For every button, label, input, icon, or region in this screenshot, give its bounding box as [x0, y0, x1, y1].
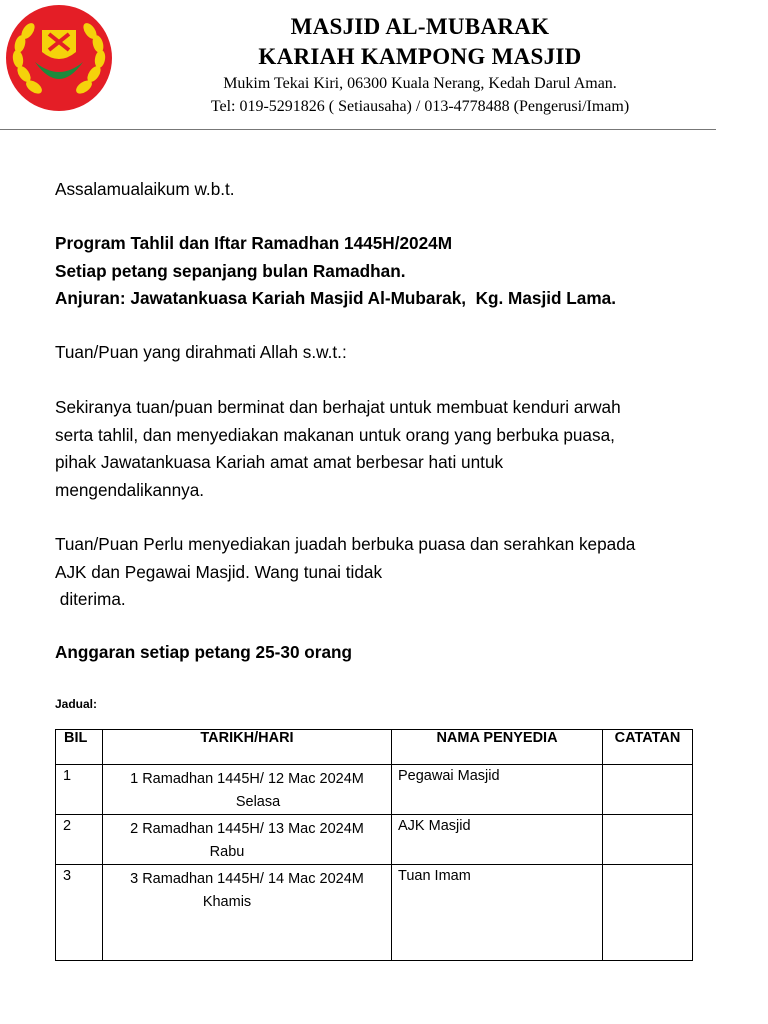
row-date: 1 Ramadhan 1445H/ 12 Mac 2024M — [130, 771, 364, 787]
row-date-cell — [103, 815, 392, 865]
program-organizer: Anjuran: Jawatankuasa Kariah Masjid Al-Mubarak, Kg. Masjid Lama. — [55, 288, 616, 308]
row-note — [603, 865, 693, 961]
program-title: Program Tahlil dan Iftar Ramadhan 1445H/2024M — [55, 233, 453, 253]
row-day: Rabu — [209, 844, 245, 860]
row-date: 3 Ramadhan 1445H/ 14 Mac 2024M — [130, 871, 364, 887]
kariah-name: KARIAH KAMPONG MASJID — [258, 44, 582, 69]
row-date: 2 Ramadhan 1445H/ 13 Mac 2024M — [130, 821, 364, 837]
paragraph-2-line-1: Tuan/Puan Perlu menyediakan juadah berbuka puasa dan serahkan kepada — [55, 534, 636, 554]
estimate-note: Anggaran setiap petang 25-30 orang — [55, 642, 353, 662]
table-row — [56, 865, 693, 961]
row-bil: 3 — [56, 865, 103, 961]
schedule-table — [55, 729, 693, 961]
kedah-emblem-icon — [2, 4, 116, 112]
greeting: Assalamualaikum w.b.t. — [55, 179, 235, 199]
paragraph-2-line-2: AJK dan Pegawai Masjid. Wang tunai tidak — [55, 561, 383, 582]
row-bil: 1 — [56, 765, 103, 815]
header-tarikh-hari: TARIKH/HARI — [103, 730, 392, 765]
row-note — [603, 765, 693, 815]
salutation: Tuan/Puan yang dirahmati Allah s.w.t.: — [55, 342, 347, 362]
header-divider — [0, 129, 716, 130]
paragraph-1-line-2: serta tahlil, dan menyediakan makanan untuk orang yang berbuka puasa, — [55, 424, 615, 445]
row-provider: AJK Masjid — [392, 815, 603, 865]
header-nama-penyedia: NAMA PENYEDIA — [392, 730, 603, 765]
row-day: Khamis — [202, 894, 252, 910]
row-provider: Pegawai Masjid — [392, 765, 603, 815]
schedule-label: Jadual: — [55, 697, 98, 711]
table-row — [56, 765, 693, 815]
mosque-name: MASJID AL-MUBARAK — [290, 14, 550, 39]
paragraph-1-line-1: Sekiranya tuan/puan berminat dan berhajat untuk membuat kenduri arwah — [55, 397, 621, 417]
table-header-row — [56, 730, 693, 765]
address: Mukim Tekai Kiri, 06300 Kuala Nerang, Kedah Darul Aman. — [223, 75, 617, 92]
row-bil: 2 — [56, 815, 103, 865]
paragraph-2-line-3: diterima. — [55, 589, 126, 609]
row-date-cell — [103, 865, 392, 961]
header-bil: BIL — [56, 730, 103, 765]
paragraph-1-line-3: pihak Jawatankuasa Kariah amat amat berbesar hati untuk — [55, 452, 504, 472]
row-date-cell — [103, 765, 392, 815]
paragraph-1-line-4: mengendalikannya. — [55, 479, 205, 500]
header-catatan: CATATAN — [603, 730, 693, 765]
row-note — [603, 815, 693, 865]
program-schedule: Setiap petang sepanjang bulan Ramadhan. — [55, 260, 406, 281]
row-day: Selasa — [235, 794, 281, 810]
table-row — [56, 815, 693, 865]
row-provider: Tuan Imam — [392, 865, 603, 961]
phone-line: Tel: 019-5291826 ( Setiausaha) / 013-4778488 (Pengerusi/Imam) — [210, 98, 630, 115]
